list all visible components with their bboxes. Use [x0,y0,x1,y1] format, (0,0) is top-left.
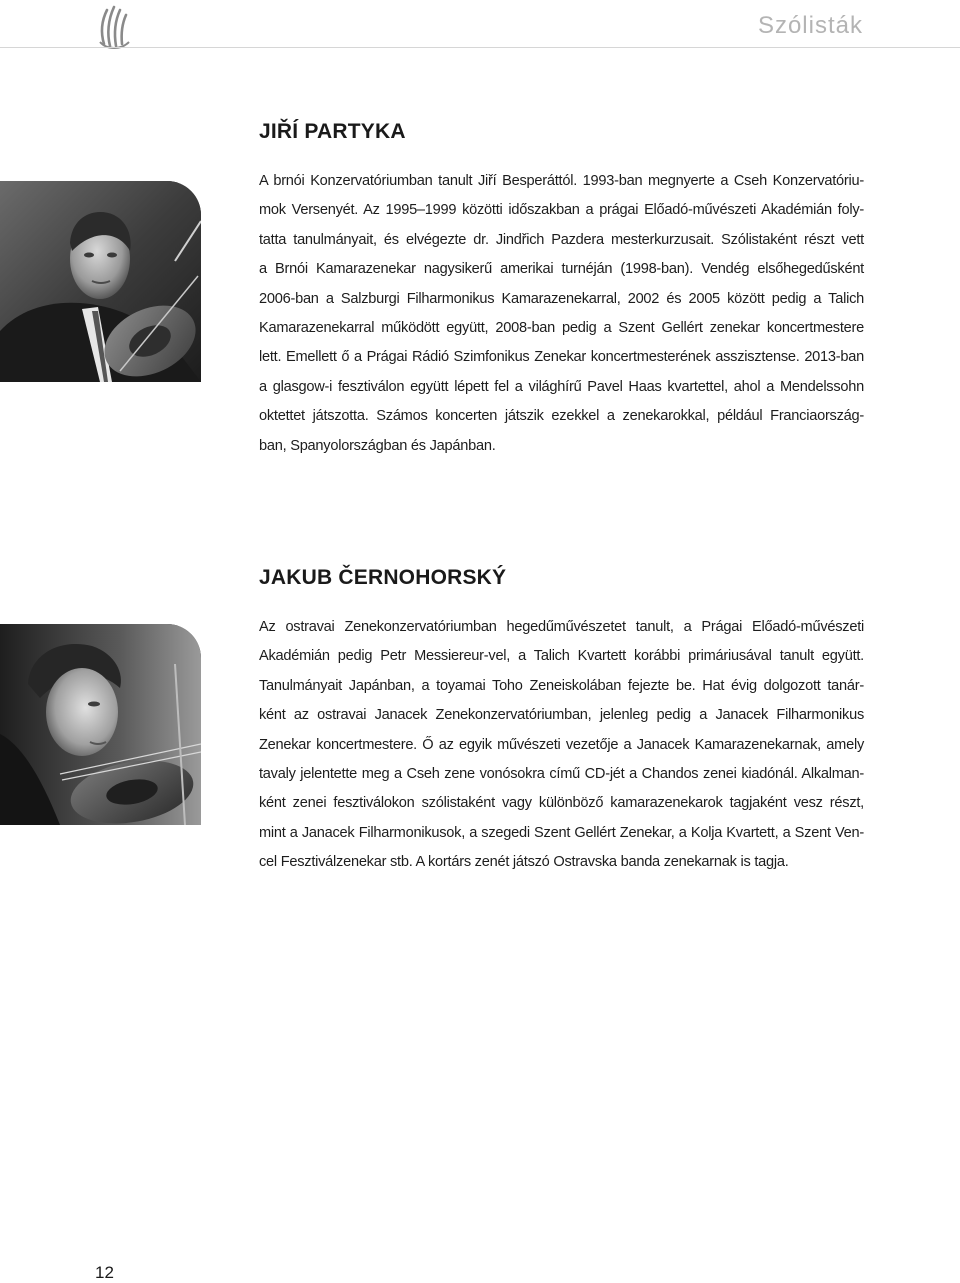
bio-line: mok Versenyét. Az 1995–1999 közötti időszakban a prágai Előadó-művészeti Akadémián foly- [259,202,864,219]
bio-text-partyka [259,167,864,461]
bio-line: cel Fesztiválzenekar stb. A kortárs zenét játszó Ostravska banda zenekarnak is tagja. [259,854,789,871]
bio-line: a Brnói Kamarazenekar nagysikerű amerikai turnéján (1998-ban). Vendég elsőhegedűsként [259,261,864,278]
running-head: Szólisták [757,12,863,39]
bio-line: mint a Janacek Filharmonikusok, a szegedi Szent Gellért Zenekar, a Kolja Kvartett, a Szent Ven- [259,824,864,841]
bio-line: tavaly jelentette meg a Cseh zene vonósokra című CD-jét a Chandos zenei kiadónál. Alkalman- [259,766,864,783]
page-number: 12 [95,1263,114,1282]
bio-line: Kamarazenekarral működött együtt, 2008-ban pedig a Szent Gellért zenekar koncertmestere [259,320,864,337]
bio-line: lett. Emellett ő a Prágai Rádió Szimfonikus Zenekar koncertmesterének asszisztense. 2013-ban [259,349,864,366]
bio-line: Az ostravai Zenekonzervatóriumban hegedűművészetet tanult, a Prágai Előadó-művészeti [259,619,864,635]
bio-line: A brnói Konzervatóriumban tanult Jiří Besperáttól. 1993-ban megnyerte a Cseh Konzervatóriu- [259,173,864,189]
section-title-partyka: JIŘÍ PARTYKA [259,120,406,143]
violinist-portrait-photo [0,624,201,825]
stylized-strings-logo-icon [95,4,133,50]
bio-line: ban, Spanyolországban és Japánban. [259,437,496,454]
section-title-cernohorsky: JAKUB ČERNOHORSKÝ [259,566,507,589]
bio-text-cernohorsky [259,613,864,878]
violinist-portrait-photo [0,181,201,382]
bio-line: a glasgow-i fesztiválon együtt lépett fel a világhírű Pavel Haas kvartettel, ahol a Mendelssohn [259,378,864,395]
bio-line: 2006-ban a Salzburgi Filharmonikus Kamarazenekarral, 2002 és 2005 között pedig a Talich [259,290,864,307]
bio-line: Tanulmányait Japánban, a toyamai Toho Zeneiskolában fejezte be. Hat évig dolgozott tanár- [259,677,864,694]
bio-line: tatta tanulmányait, és elvégezte dr. Jindřich Pazdera mesterkurzusait. Szólistaként részt vett [259,231,864,248]
bio-line: oktettet játszotta. Számos koncerten játszik ezekkel a zenekarokkal, például Franciaország- [259,408,864,425]
bio-line: Zenekar koncertmestere. Ő az egyik művészeti vezetője a Janacek Kamarazenekarnak, amely [259,736,864,753]
bio-line: ként az ostravai Janacek Zenekonzervatóriumban, jelenleg pedig a Janacek Filharmonikus [259,707,864,724]
header-divider [0,47,960,48]
bio-line: Akadémián pedig Petr Messiereur-vel, a Talich Kvartett korábbi primáriusával tanult együtt. [259,648,864,665]
bio-line: ként zenei fesztiválokon szólistaként vagy különböző kamarazenekarok tagjaként vesz részt, [259,795,864,812]
